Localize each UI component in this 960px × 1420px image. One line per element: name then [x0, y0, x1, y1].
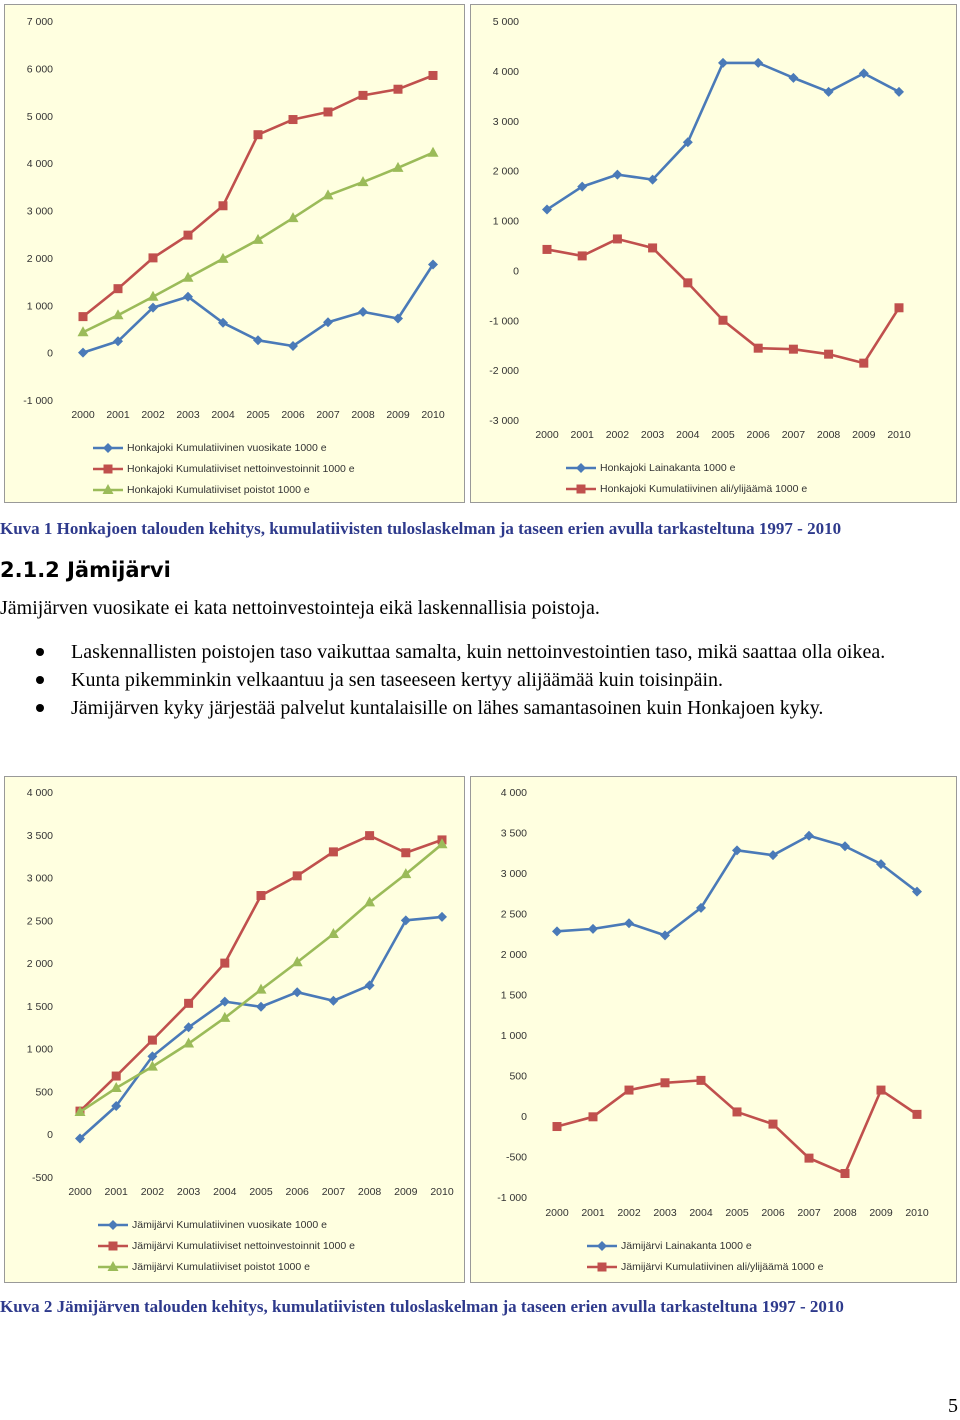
y-tick-label: 2 000: [26, 252, 53, 265]
x-tick-label: 2001: [104, 1186, 128, 1198]
chart-jamijarvi-income: [4, 776, 465, 1283]
x-tick-label: 2005: [725, 1207, 749, 1219]
series-line: [557, 1080, 917, 1173]
x-tick-label: 2010: [887, 429, 911, 441]
x-tick-label: 2001: [106, 409, 130, 421]
x-tick-label: 2006: [746, 429, 770, 441]
bullet-item: Kunta pikemminkin velkaantuu ja sen taseeseen kertyy alijäämää kuin toisinpäin.: [0, 666, 941, 694]
x-tick-label: 2002: [140, 1186, 165, 1198]
data-point: [613, 234, 622, 243]
y-tick-label: -1 000: [23, 395, 53, 407]
y-tick-label: 3 500: [500, 827, 527, 840]
legend-swatch: [566, 461, 596, 475]
x-tick-label: 2001: [570, 429, 594, 441]
figure-caption-2: Kuva 2 Jämijärven talouden kehitys, kumulatiivisten tuloslaskelman ja taseen erien avulla tarkasteltuna 1997 - 2010: [0, 1297, 844, 1316]
legend-marker: [597, 1241, 607, 1251]
page-number: 5: [948, 1395, 958, 1417]
legend-label: Honkajoki Kumulatiiviset poistot 1000 e: [127, 484, 310, 496]
bullet-item: Jämijärven kyky järjestää palvelut kuntalaisille on lähes samantasoinen kuin Honkajoen kyky.: [0, 694, 941, 722]
x-tick-label: 2006: [281, 409, 305, 421]
series-line: [80, 836, 442, 1111]
x-tick-label: 2004: [676, 429, 700, 441]
figure-caption-1: Kuva 1 Honkajoen talouden kehitys, kumulatiivisten tuloslaskelman ja taseen erien avulla tarkasteltuna 1997 - 2010: [0, 519, 842, 538]
y-tick-label: 2 500: [500, 908, 527, 921]
legend-swatch: [587, 1239, 617, 1253]
data-point: [437, 912, 447, 922]
data-point: [543, 245, 552, 254]
data-point: [804, 831, 814, 841]
data-point: [358, 307, 368, 317]
y-tick-label: 0: [513, 265, 519, 278]
y-tick-label: -3 000: [489, 415, 519, 427]
data-point: [289, 115, 298, 124]
data-point: [788, 73, 798, 83]
data-point: [219, 201, 228, 210]
y-tick-label: 4 000: [492, 65, 519, 78]
x-tick-label: 2007: [797, 1207, 821, 1219]
y-tick-label: 2 000: [500, 949, 527, 961]
x-tick-label: 2010: [430, 1186, 454, 1198]
y-tick-label: 5 000: [26, 110, 53, 123]
x-tick-label: 2008: [816, 429, 841, 441]
data-point: [683, 278, 692, 287]
bullet-icon: [36, 648, 44, 656]
legend-label: Honkajoki Kumulatiivinen vuosikate 1000 e: [127, 442, 327, 454]
chart-jamijarvi-balance: [470, 776, 957, 1283]
data-point: [697, 1076, 706, 1085]
data-point: [859, 68, 869, 78]
x-tick-label: 2010: [905, 1207, 929, 1219]
data-point: [588, 924, 598, 934]
data-point: [78, 348, 88, 358]
x-tick-label: 2006: [285, 1186, 309, 1198]
y-tick-label: 7 000: [26, 16, 53, 28]
y-tick-label: -1 000: [497, 1192, 527, 1204]
data-point: [841, 1169, 850, 1178]
data-point: [324, 107, 333, 116]
x-tick-label: 2002: [141, 409, 165, 421]
data-point: [625, 1086, 634, 1095]
y-tick-label: 1 000: [492, 215, 519, 228]
x-tick-label: 2001: [581, 1207, 605, 1219]
data-point: [824, 87, 834, 97]
series-line: [80, 844, 442, 1112]
legend-marker: [104, 465, 113, 474]
legend-marker: [108, 1220, 118, 1230]
data-point: [365, 980, 375, 990]
data-point: [329, 847, 338, 856]
x-tick-label: 2009: [386, 409, 410, 421]
data-point: [114, 284, 123, 293]
data-point: [753, 58, 763, 68]
data-point: [292, 987, 302, 997]
data-point: [293, 871, 302, 880]
x-tick-label: 2007: [321, 1186, 346, 1198]
x-tick-label: 2007: [781, 429, 806, 441]
x-tick-label: 2002: [617, 1207, 641, 1219]
data-point: [824, 350, 833, 359]
x-tick-label: 2000: [535, 429, 559, 441]
data-point: [553, 1122, 562, 1131]
data-point: [913, 1110, 922, 1119]
data-point: [429, 71, 438, 80]
x-tick-label: 2000: [68, 1186, 92, 1198]
data-point: [257, 891, 266, 900]
x-tick-label: 2008: [351, 409, 375, 421]
data-point: [112, 1072, 121, 1081]
data-point: [552, 926, 562, 936]
data-point: [589, 1112, 598, 1121]
x-tick-label: 2009: [852, 429, 876, 441]
legend-swatch: [587, 1260, 617, 1274]
y-tick-label: 3 000: [26, 872, 53, 885]
x-tick-label: 2009: [869, 1207, 893, 1219]
data-point: [578, 251, 587, 260]
data-point: [769, 1120, 778, 1129]
y-tick-label: 4 000: [26, 158, 53, 171]
series-line: [547, 239, 899, 363]
chart-honkajoki-balance: [470, 4, 957, 503]
y-tick-label: -2 000: [489, 365, 519, 378]
data-point: [840, 841, 850, 851]
intro-paragraph: Jämijärven vuosikate ei kata nettoinvestointeja eikä laskennallisia poistoja.: [0, 597, 600, 619]
y-tick-label: 5 000: [492, 16, 519, 28]
data-point: [365, 831, 374, 840]
legend-label: Jämijärvi Kumulatiivinen ali/ylijäämä 1000 e: [621, 1261, 824, 1273]
y-tick-label: -1 000: [489, 315, 519, 328]
bullet-icon: [36, 676, 44, 684]
x-tick-label: 2003: [640, 429, 665, 441]
x-tick-label: 2004: [211, 409, 235, 421]
y-tick-label: 3 000: [26, 205, 53, 218]
legend-marker: [109, 1242, 118, 1251]
section-heading: 2.1.2 Jämijärvi: [0, 558, 171, 582]
x-tick-label: 2000: [71, 409, 95, 421]
y-tick-label: 2 000: [26, 958, 53, 971]
legend-label: Jämijärvi Kumulatiivinen vuosikate 1000 e: [132, 1219, 327, 1231]
legend-label: Jämijärvi Kumulatiiviset poistot 1000 e: [132, 1261, 310, 1273]
y-tick-label: 4 000: [26, 787, 53, 799]
y-tick-label: 1 500: [500, 989, 527, 1002]
x-tick-label: 2005: [246, 409, 270, 421]
y-tick-label: 6 000: [26, 63, 53, 76]
x-tick-label: 2005: [711, 429, 735, 441]
y-tick-label: 3 500: [26, 829, 53, 842]
legend-marker: [103, 443, 113, 453]
y-tick-label: 0: [47, 347, 53, 360]
data-point: [359, 91, 368, 100]
x-tick-label: 2006: [761, 1207, 785, 1219]
x-tick-label: 2008: [833, 1207, 857, 1219]
data-point: [719, 316, 728, 325]
x-tick-label: 2003: [176, 1186, 201, 1198]
bullet-item: Laskennallisten poistojen taso vaikuttaa samalta, kuin nettoinvestointien taso, mikä saattaa olla oikea.: [0, 638, 941, 666]
data-point: [254, 130, 263, 139]
data-point: [789, 345, 798, 354]
data-point: [328, 996, 338, 1006]
legend-swatch: [566, 482, 596, 496]
chart-svg: [5, 5, 465, 503]
data-point: [733, 1107, 742, 1116]
chart-svg: [471, 777, 957, 1283]
data-point: [718, 58, 728, 68]
data-point: [612, 170, 622, 180]
data-point: [256, 1002, 266, 1012]
data-point: [79, 312, 88, 321]
y-tick-label: -500: [31, 1172, 53, 1184]
y-tick-label: 1 000: [26, 1043, 53, 1056]
x-tick-label: 2007: [316, 409, 340, 421]
y-tick-label: 1 000: [500, 1030, 527, 1042]
y-tick-label: 0: [47, 1129, 53, 1142]
data-point: [661, 1078, 670, 1087]
legend-marker: [576, 463, 586, 473]
data-point: [894, 87, 904, 97]
data-point: [877, 1086, 886, 1095]
data-point: [394, 85, 403, 94]
data-point: [624, 918, 634, 928]
legend-swatch: [98, 1260, 128, 1274]
x-tick-label: 2010: [421, 409, 445, 421]
y-tick-label: 3 000: [492, 115, 519, 128]
y-tick-label: 0: [521, 1111, 527, 1123]
data-point: [754, 344, 763, 353]
chart-svg: [471, 5, 957, 503]
data-point: [428, 147, 439, 157]
y-tick-label: 2 000: [492, 165, 519, 178]
legend-label: Honkajoki Kumulatiiviset nettoinvestoinnit 1000 e: [127, 463, 355, 475]
data-point: [805, 1154, 814, 1163]
y-tick-label: -500: [505, 1151, 527, 1164]
y-tick-label: 500: [35, 1086, 53, 1099]
y-tick-label: 500: [509, 1070, 527, 1083]
y-tick-label: 1 000: [26, 300, 53, 313]
series-line: [83, 75, 433, 316]
y-tick-label: 4 000: [500, 787, 527, 799]
x-tick-label: 2004: [213, 1186, 237, 1198]
x-tick-label: 2003: [653, 1207, 677, 1219]
legend-marker: [577, 485, 586, 494]
data-point: [184, 231, 193, 240]
data-point: [184, 999, 193, 1008]
data-point: [648, 243, 657, 252]
legend-swatch: [93, 483, 123, 497]
x-tick-label: 2009: [394, 1186, 418, 1198]
x-tick-label: 2000: [545, 1207, 569, 1219]
data-point: [401, 848, 410, 857]
data-point: [895, 303, 904, 312]
chart-svg: [5, 777, 465, 1283]
bullet-icon: [36, 704, 44, 712]
legend-label: Jämijärvi Kumulatiiviset nettoinvestoinnit 1000 e: [132, 1240, 355, 1252]
chart-honkajoki-income: [4, 4, 465, 503]
y-tick-label: 1 500: [26, 1000, 53, 1013]
y-tick-label: 2 500: [26, 915, 53, 928]
bullet-list: [0, 638, 960, 722]
x-tick-label: 2003: [176, 409, 200, 421]
legend-swatch: [98, 1239, 128, 1253]
x-tick-label: 2004: [689, 1207, 713, 1219]
series-line: [547, 63, 899, 210]
data-point: [149, 253, 158, 262]
x-tick-label: 2005: [249, 1186, 273, 1198]
legend-swatch: [98, 1218, 128, 1232]
data-point: [183, 1038, 194, 1048]
x-tick-label: 2002: [605, 429, 630, 441]
y-tick-label: 3 000: [500, 868, 527, 880]
legend-label: Honkajoki Lainakanta 1000 e: [600, 462, 736, 474]
data-point: [253, 335, 263, 345]
data-point: [859, 359, 868, 368]
data-point: [148, 1036, 157, 1045]
legend-swatch: [93, 441, 123, 455]
legend-swatch: [93, 462, 123, 476]
legend-marker: [598, 1263, 607, 1272]
data-point: [220, 959, 229, 968]
series-line: [80, 917, 442, 1139]
legend-label: Honkajoki Kumulatiivinen ali/ylijäämä 1000 e: [600, 483, 808, 495]
data-point: [768, 850, 778, 860]
data-point: [401, 915, 411, 925]
x-tick-label: 2008: [357, 1186, 382, 1198]
legend-label: Jämijärvi Lainakanta 1000 e: [621, 1240, 752, 1252]
